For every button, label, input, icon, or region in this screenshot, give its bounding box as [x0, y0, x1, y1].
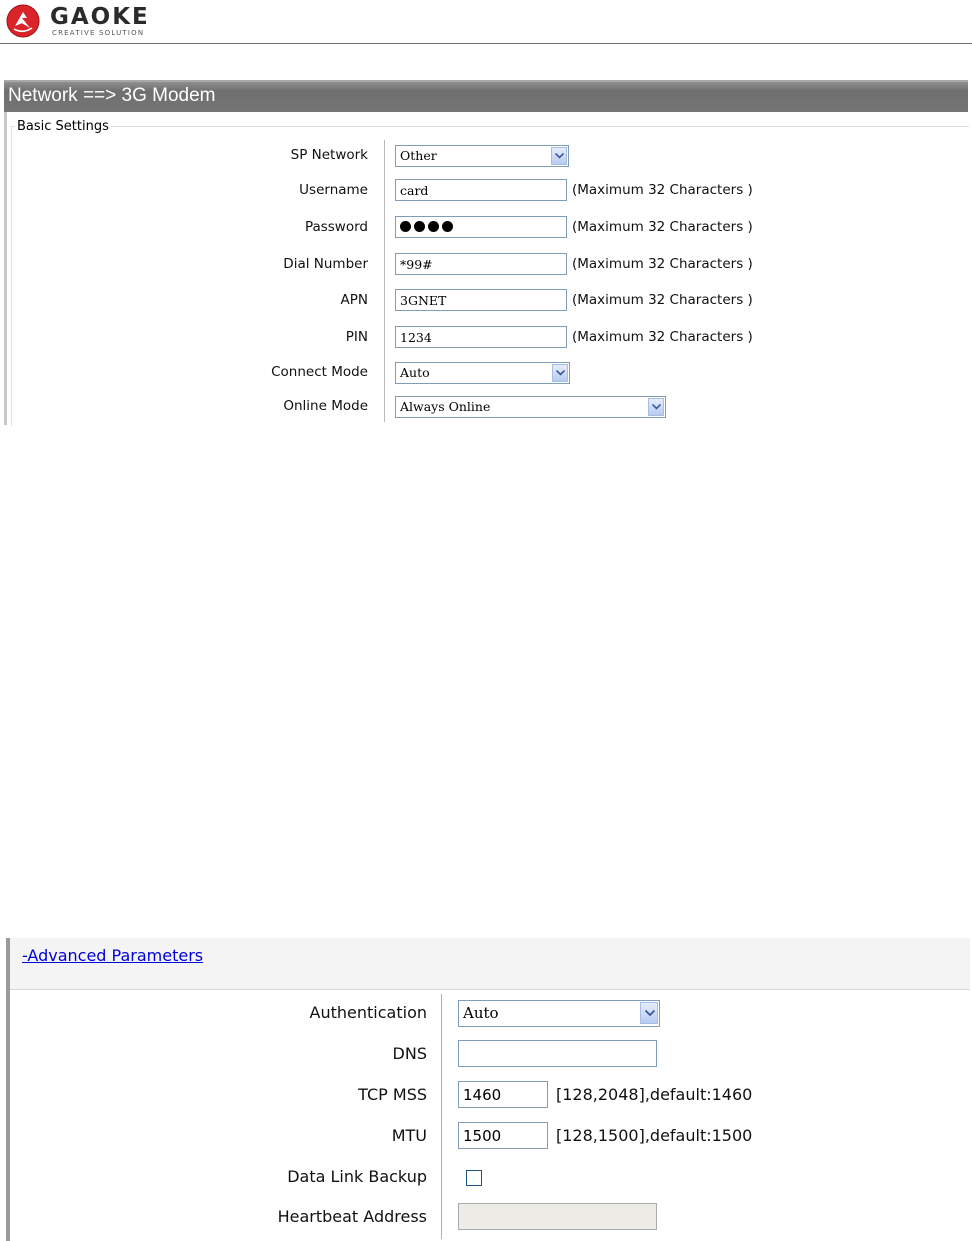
username-label: Username — [299, 182, 368, 198]
data-link-backup-checkbox[interactable] — [466, 1170, 482, 1186]
dial-number-label: Dial Number — [283, 256, 368, 272]
basic-settings-body — [4, 112, 968, 425]
data-link-backup-label: Data Link Backup — [287, 1167, 427, 1186]
chevron-down-icon[interactable] — [551, 147, 567, 165]
online-mode-label: Online Mode — [283, 398, 368, 414]
pin-hint: (Maximum 32 Characters ) — [572, 329, 753, 345]
password-mask — [400, 221, 453, 232]
password-label: Password — [304, 219, 368, 235]
sp-network-value: Other — [400, 148, 437, 163]
page-title: Network ==> 3G Modem — [4, 80, 968, 112]
sp-network-label: SP Network — [290, 147, 368, 163]
mtu-hint: [128,1500],default:1500 — [556, 1126, 753, 1145]
brand-name: GAOKE — [50, 4, 150, 30]
gaoke-logo-icon — [6, 4, 40, 38]
apn-input[interactable] — [395, 289, 567, 311]
mtu-label: MTU — [391, 1126, 427, 1145]
dial-number-input[interactable] — [395, 253, 567, 275]
brand-tagline: CREATIVE SOLUTION — [52, 29, 145, 37]
dns-label: DNS — [392, 1044, 427, 1063]
authentication-select[interactable] — [458, 1000, 660, 1027]
pin-input[interactable] — [395, 326, 567, 348]
password-hint: (Maximum 32 Characters ) — [572, 219, 753, 235]
chevron-down-icon[interactable] — [648, 398, 664, 416]
heartbeat-address-label: Heartbeat Address — [277, 1207, 427, 1226]
password-input[interactable] — [395, 216, 567, 238]
brand-header — [0, 0, 972, 44]
advanced-parameters-header — [10, 938, 970, 989]
header-divider — [0, 43, 972, 44]
apn-hint: (Maximum 32 Characters ) — [572, 292, 753, 308]
apn-label: APN — [340, 292, 368, 308]
advanced-parameters-panel — [6, 938, 970, 1241]
pin-label: PIN — [345, 329, 368, 345]
dns-input[interactable] — [458, 1040, 657, 1067]
advanced-header-divider — [10, 989, 970, 990]
heartbeat-address-input[interactable] — [458, 1203, 657, 1230]
authentication-value: Auto — [463, 1004, 499, 1022]
chevron-down-icon[interactable] — [640, 1002, 658, 1024]
basic-settings-legend: Basic Settings — [17, 119, 109, 134]
chevron-down-icon[interactable] — [552, 364, 568, 382]
tcp-mss-hint: [128,2048],default:1460 — [556, 1085, 753, 1104]
authentication-label: Authentication — [309, 1003, 427, 1022]
connect-mode-label: Connect Mode — [271, 364, 368, 380]
mtu-input[interactable] — [458, 1122, 548, 1149]
online-mode-value: Always Online — [400, 399, 491, 414]
online-mode-select[interactable] — [395, 396, 666, 418]
sp-network-select[interactable] — [395, 145, 569, 167]
tcp-mss-label: TCP MSS — [358, 1085, 427, 1104]
form-column-divider — [384, 140, 385, 422]
basic-settings-panel — [4, 80, 968, 425]
username-hint: (Maximum 32 Characters ) — [572, 182, 753, 198]
tcp-mss-input[interactable] — [458, 1081, 548, 1108]
username-input[interactable] — [395, 179, 567, 201]
form-column-divider — [441, 994, 442, 1239]
dial-number-hint: (Maximum 32 Characters ) — [572, 256, 753, 272]
connect-mode-select[interactable] — [395, 362, 570, 384]
connect-mode-value: Auto — [400, 365, 430, 380]
advanced-parameters-toggle-link[interactable]: -Advanced Parameters — [22, 946, 204, 965]
